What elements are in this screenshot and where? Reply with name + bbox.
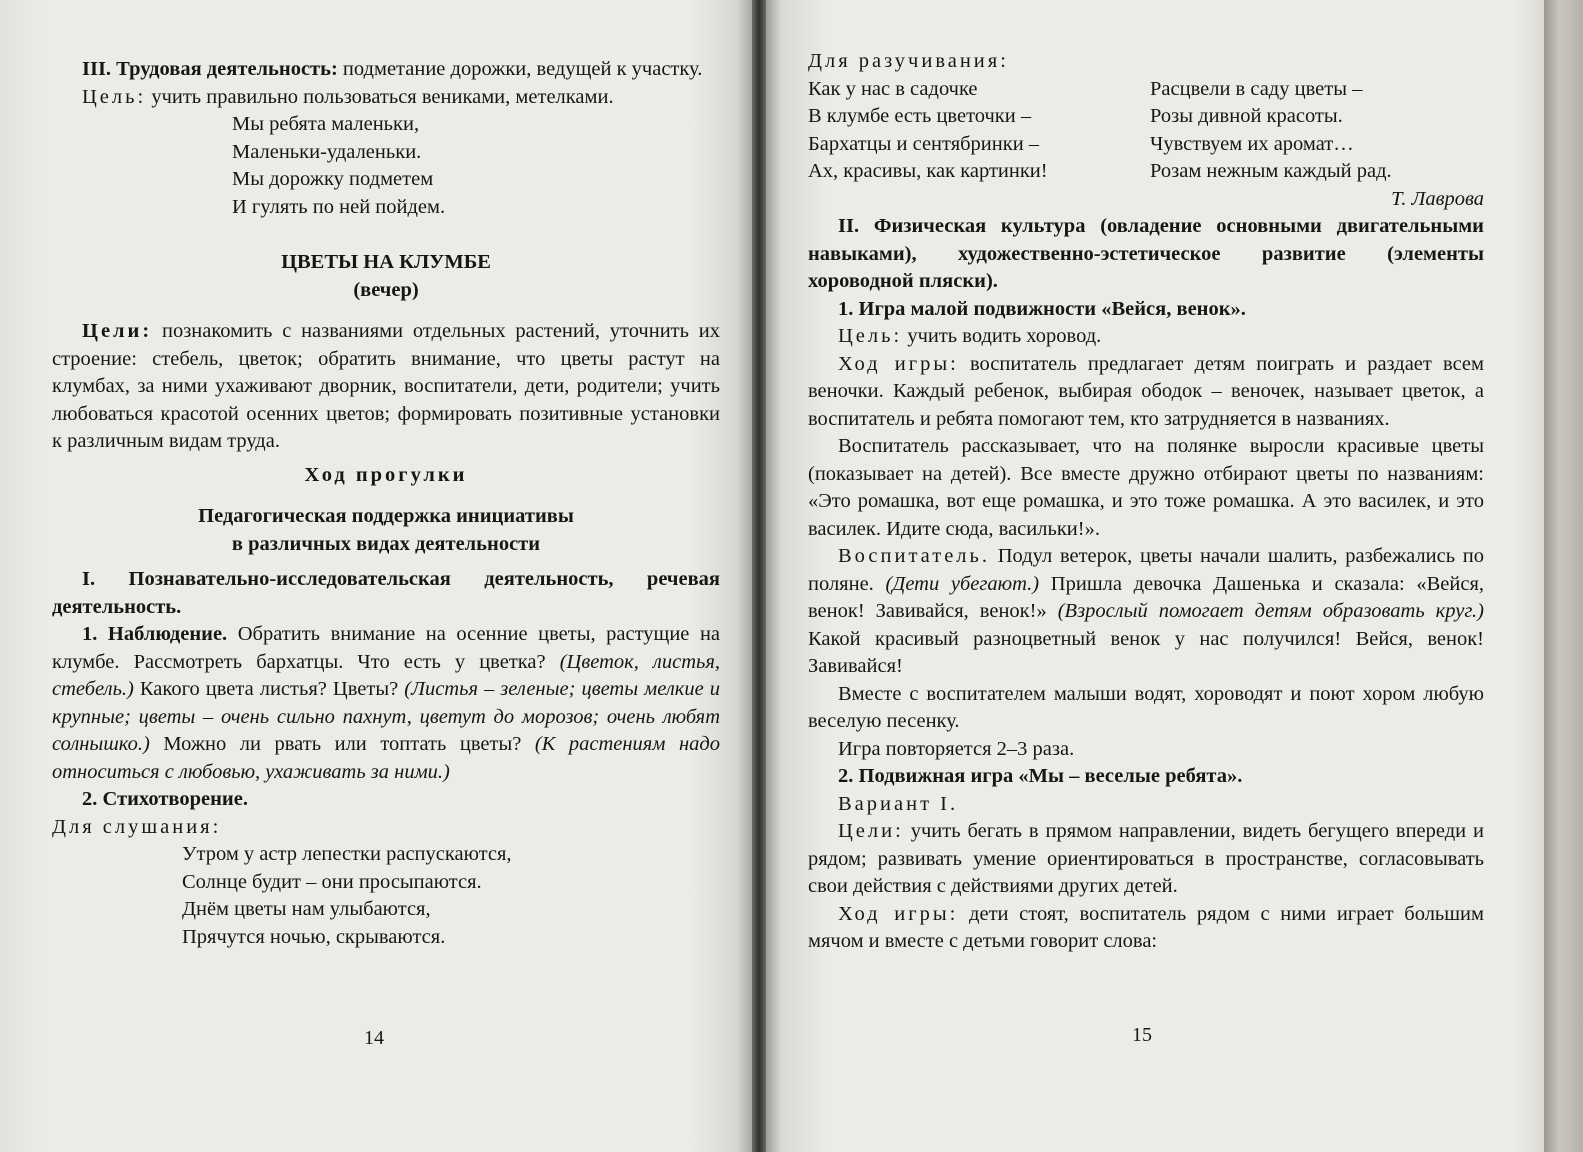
game1-paragraph: Игра повторяется 2–3 раза. — [838, 737, 1075, 760]
poem-line: Как у нас в садочке — [808, 77, 978, 100]
poem-line: Прячутся ночью, скрываются. — [182, 925, 446, 948]
game2-goals-label: Цели: — [838, 820, 904, 842]
game2-flow-label: Ход игры: — [838, 902, 959, 925]
labor-goal-label: Цель: — [82, 85, 147, 108]
right-page-text — [808, 48, 1484, 956]
game1-goal-text: учить водить хоровод. — [902, 325, 1102, 347]
poem-line: Мы ребята маленьки, — [232, 113, 420, 135]
game1-flow-label: Ход игры: — [838, 352, 959, 375]
poem-line: Маленьки-удаленьки. — [232, 140, 422, 163]
cognitive-title: I. Познавательно-исследовательская деятельность, речевая деятельность. — [52, 568, 720, 618]
poem-title: 2. Стихотворение. — [82, 788, 248, 810]
poem-line: В клумбе есть цветочки – — [808, 105, 1032, 127]
right-page — [766, 0, 1544, 1152]
game1-remark: (Дети убегают.) — [885, 572, 1040, 595]
poem-line: Розам нежным каждый рад. — [1150, 160, 1392, 182]
book-gutter — [752, 0, 766, 1152]
game1-paragraph — [808, 543, 1484, 681]
observation-paragraph — [52, 621, 720, 786]
game1-text: Пришла девочка Дашенька и сказала: «Вейся, венок! Завивайся, венок!» — [808, 572, 1485, 622]
learn-poem — [808, 76, 1484, 186]
game1-paragraph: Вместе с воспитателем малыши водят, хороводят и поют хором любую веселую песенку. — [808, 682, 1484, 732]
section-subtitle: (вечер) — [353, 278, 419, 301]
poem-line: Ах, красивы, как картинки! — [808, 160, 1048, 182]
page-number: 15 — [1132, 1024, 1152, 1046]
poem-line: Чувствуем их аромат… — [1150, 132, 1354, 155]
labor-text: подметание дорожки, ведущей к участку. — [337, 58, 703, 80]
learn-poem-right — [1150, 76, 1392, 186]
poem-author: Т. Лаврова — [1391, 187, 1484, 210]
variant-label: Вариант I. — [838, 792, 959, 815]
labor-title: III. Трудовая деятельность: — [82, 58, 338, 80]
observation-answer: (К растениям надо относиться с любовью, ухаживать за ними.) — [52, 733, 721, 783]
labor-goal-text: учить правильно пользоваться вениками, метелками. — [146, 85, 614, 108]
game1-paragraph: Воспитатель рассказывает, что на полянке выросли красивые цветы (показывает на детей). Все вместе дружно отбирают цветы по названиям: «Это ромашка, вот еще ромашка, и это тоже ромашка. А это василек, и это василек. Идите сюда, васильки!». — [808, 435, 1484, 540]
labor-paragraph — [52, 56, 720, 84]
learn-poem-left — [808, 76, 1150, 186]
game1-text: Подул ветерок, цветы начали шалить, разбежались по поляне. — [808, 545, 1484, 595]
poem-line: Розы дивной красоты. — [1150, 105, 1343, 127]
left-page-text — [52, 56, 720, 951]
observation-title: 1. Наблюдение. — [82, 623, 228, 645]
goals-text: познакомить с названиями отдельных растений, уточнить их строение: стебель, цветок; обратить внимание, что цветы растут на клумбах, за ними ухаживают дворник, воспитатели, дети, родители; учить любоваться красотой осенних цветов; формировать позитивные установки к различным видам труда. — [52, 320, 720, 452]
game2-goals — [808, 818, 1484, 901]
poem-line: Солнце будит – они просыпаются. — [182, 870, 482, 893]
game1-text: Какой красивый разноцветный венок у нас получился! Вейся, венок! Завивайся! — [808, 627, 1484, 677]
left-page — [0, 0, 752, 1152]
observation-text: Обратить внимание на осенние цветы, растущие на клумбе. Рассмотреть бархатцы. Что есть у цветка? — [52, 623, 721, 673]
learn-label: Для разучивания: — [808, 50, 1009, 72]
poem-line: Расцвели в саду цветы – — [1150, 77, 1363, 100]
game2-goals-text: учить бегать в прямом направлении, видеть бегущего впереди и рядом; развивать умение ориентироваться в пространстве, согласовывать свои действия с действиями других детей. — [808, 820, 1484, 897]
page-edge — [1544, 0, 1583, 1152]
game1-goal-label: Цель: — [838, 325, 903, 347]
phys-title: II. Физическая культура (овладение основными двигательными навыками), художественно-эстетическое развитие (элементы хороводной пляски). — [808, 215, 1484, 292]
observation-text: Можно ли рвать или топтать цветы? — [149, 733, 535, 755]
goals-paragraph — [52, 318, 720, 456]
game1-goal — [808, 323, 1484, 351]
listen-label: Для слушания: — [52, 815, 222, 838]
game2-flow — [808, 901, 1484, 956]
labor-goal — [52, 84, 720, 112]
goals-label: Цели: — [82, 320, 153, 342]
walk-heading: Ход прогулки — [304, 463, 468, 486]
section-title: ЦВЕТЫ НА КЛУМБЕ — [281, 251, 491, 273]
game2-title: 2. Подвижная игра «Мы – веселые ребята». — [838, 765, 1243, 787]
game1-flow — [808, 351, 1484, 434]
teacher-label: Воспитатель. — [838, 545, 991, 567]
game1-flow-text: воспитатель предлагает детям поиграть и раздает всем веночки. Каждый ребенок, выбирая ободок – веночек, называет цветок, а воспитатель и ребята помогают тем, кто затрудняется в названиях. — [808, 352, 1484, 430]
support-heading-line1: Педагогическая поддержка инициативы — [198, 505, 574, 527]
observation-answer: (Цветок, листья, стебель.) — [52, 650, 720, 700]
poem-line: Мы дорожку подметем — [232, 168, 434, 190]
poem-line: И гулять по ней пойдем. — [232, 195, 446, 218]
game1-title: 1. Игра малой подвижности «Вейся, венок». — [838, 297, 1246, 320]
poem-line: Днём цветы нам улыбаются, — [182, 898, 431, 920]
poem-line: Утром у астр лепестки распускаются, — [182, 843, 512, 865]
page-number: 14 — [364, 1027, 384, 1049]
game1-remark: (Взрослый помогает детям образовать круг.) — [1057, 600, 1485, 622]
labor-poem — [232, 111, 720, 221]
poem-line: Бархатцы и сентябринки – — [808, 132, 1040, 155]
observation-answer: (Листья – зеленые; цветы мелкие и крупные; цветы – очень сильно пахнут, цветут до морозов; очень любят солнышко.) — [52, 678, 720, 755]
support-heading-line2: в различных видах деятельности — [231, 532, 541, 555]
listen-poem — [182, 841, 720, 951]
observation-text: Какого цвета листья? Цветы? — [133, 678, 405, 700]
game2-flow-text: дети стоят, воспитатель рядом с ними играет большим мячом и вместе с детьми говорит слова: — [808, 902, 1484, 952]
